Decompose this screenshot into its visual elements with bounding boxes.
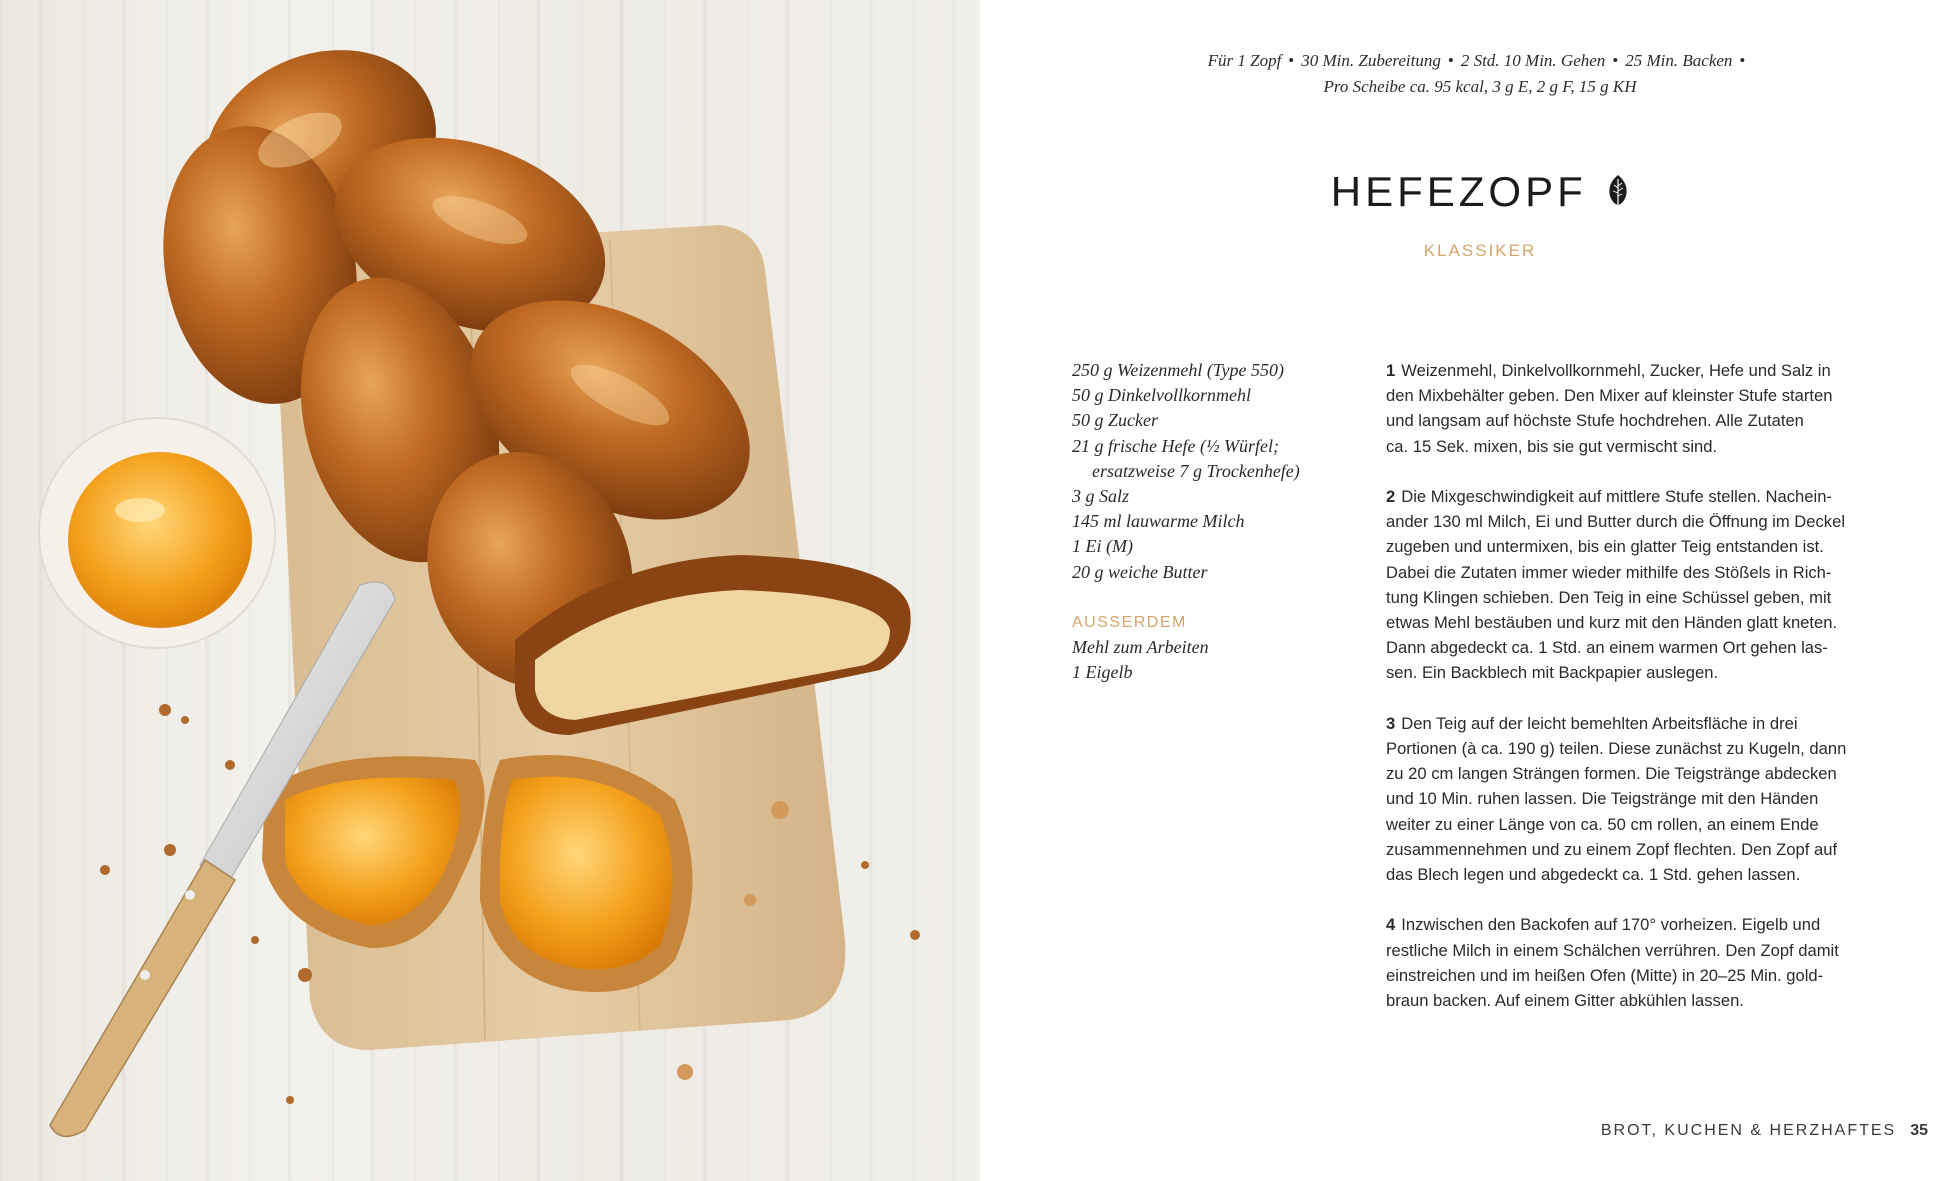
step-text-line: zusammennehmen und zu einem Zopf flechten. Den Zopf auf <box>1386 839 1838 859</box>
ingredient-item: 1 Ei (M) <box>1072 536 1133 557</box>
ingredient-item: 3 g Salz <box>1072 486 1130 507</box>
step-text-line: braun backen. Auf einem Gitter abkühlen lassen. <box>1386 991 1744 1011</box>
prep-time: 30 Min. Zubereitung <box>1301 51 1441 70</box>
step-number: 1 <box>1386 361 1396 380</box>
step-text-line: Weizenmehl, Dinkelvollkornmehl, Zucker, Hefe und Salz in <box>1401 361 1831 380</box>
preparation-steps <box>1386 358 1906 1038</box>
recipe-title: HEFEZOPF <box>1330 168 1587 215</box>
step-number: 4 <box>1386 915 1396 935</box>
section-title: BROT, KUCHEN & HERZHAFTES <box>1600 1122 1897 1139</box>
step-text-line: ca. 15 Sek. mixen, bis sie gut vermischt sind. <box>1386 436 1718 456</box>
step-4 <box>1386 912 1906 1013</box>
step-text-line: und 10 Min. ruhen lassen. Die Teigstränge mit den Händen <box>1386 789 1819 809</box>
step-text-line: ander 130 ml Milch, Ei und Butter durch die Öffnung im Deckel <box>1386 512 1846 532</box>
step-text-line: den Mixbehälter geben. Den Mixer auf kleinster Stufe starten <box>1386 386 1833 406</box>
page-number: 35 <box>1910 1122 1928 1139</box>
step-text-line: Dabei die Zutaten immer wieder mithilfe des Stößels in Rich- <box>1386 562 1832 582</box>
ingredient-item: 50 g Zucker <box>1072 410 1158 431</box>
step-text-line: und langsam auf höchste Stufe hochdrehen. Alle Zutaten <box>1386 411 1804 431</box>
rise-time: 2 Std. 10 Min. Gehen <box>1460 51 1606 70</box>
recipe-subtitle: KLASSIKER <box>1423 241 1537 260</box>
ingredients-list <box>1072 358 1332 685</box>
extra-ingredients-heading: AUSSERDEM <box>1072 613 1187 631</box>
step-text-line: einstreichen und im heißen Ofen (Mitte) in 20–25 Min. gold- <box>1386 965 1824 985</box>
step-2 <box>1386 484 1906 686</box>
step-3 <box>1386 711 1906 887</box>
step-text-line: zu 20 cm langen Strängen formen. Die Teigstränge abdecken <box>1386 764 1837 784</box>
bake-time: 25 Min. Backen <box>1625 51 1733 70</box>
recipe-title-row <box>1040 168 1920 216</box>
yield: Für 1 Zopf <box>1207 51 1282 70</box>
page-footer <box>1601 1122 1928 1140</box>
leaf-icon <box>1607 174 1629 210</box>
step-text-line: sen. Ein Backblech mit Backpapier auslegen. <box>1386 663 1719 683</box>
step-text-line: das Blech legen und abgedeckt ca. 1 Std. gehen lassen. <box>1386 865 1801 885</box>
step-text-line: Inzwischen den Backofen auf 170° vorheizen. Eigelb und <box>1401 915 1821 935</box>
step-number: 3 <box>1386 713 1396 733</box>
nutrition-info: Pro Scheibe ca. 95 kcal, 3 g E, 2 g F, 15 g KH <box>1323 77 1637 96</box>
step-text-line: Portionen (à ca. 190 g) teilen. Diese zunächst zu Kugeln, dann <box>1386 739 1847 759</box>
step-text-line: etwas Mehl bestäuben und kurz mit den Händen glatt kneten. <box>1386 613 1838 633</box>
step-text-line: weiter zu einer Länge von ca. 50 cm rollen, an einem Ende <box>1386 814 1819 834</box>
ingredient-item: 50 g Dinkelvollkornmehl <box>1072 385 1251 406</box>
step-text-line: Dann abgedeckt ca. 1 Std. an einem warmen Ort gehen las- <box>1386 638 1828 658</box>
step-1 <box>1386 358 1906 459</box>
ingredient-item: 145 ml lauwarme Milch <box>1072 511 1245 532</box>
step-text-line: Die Mixgeschwindigkeit auf mittlere Stufe stellen. Nachein- <box>1401 487 1832 506</box>
ingredient-item: 1 Eigelb <box>1072 662 1133 683</box>
step-text-line: Den Teig auf der leicht bemehlten Arbeitsfläche in drei <box>1401 713 1798 733</box>
ingredient-item: ersatzweise 7 g Trockenhefe) <box>1092 460 1300 481</box>
jam-bowl <box>39 418 275 648</box>
ingredient-item: 21 g frische Hefe (½ Würfel; <box>1072 435 1279 456</box>
step-text-line: restliche Milch in einem Schälchen verrühren. Den Zopf damit <box>1386 940 1839 960</box>
ingredient-item: 20 g weiche Butter <box>1072 561 1208 582</box>
step-text-line: tung Klingen schieben. Den Teig in eine Schüssel geben, mit <box>1386 587 1832 607</box>
step-text-line: zugeben und untermixen, bis ein glatter Teig entstanden ist. <box>1386 537 1824 557</box>
recipe-meta <box>1040 48 1920 100</box>
step-number: 2 <box>1386 487 1396 506</box>
ingredient-item: 250 g Weizenmehl (Type 550) <box>1072 360 1284 380</box>
recipe-meta-line1: Für 1 Zopf • 30 Min. Zubereitung • 2 Std. 10 Min. Gehen • 25 Min. Backen • <box>1207 51 1746 70</box>
ingredient-item: Mehl zum Arbeiten <box>1072 637 1209 658</box>
